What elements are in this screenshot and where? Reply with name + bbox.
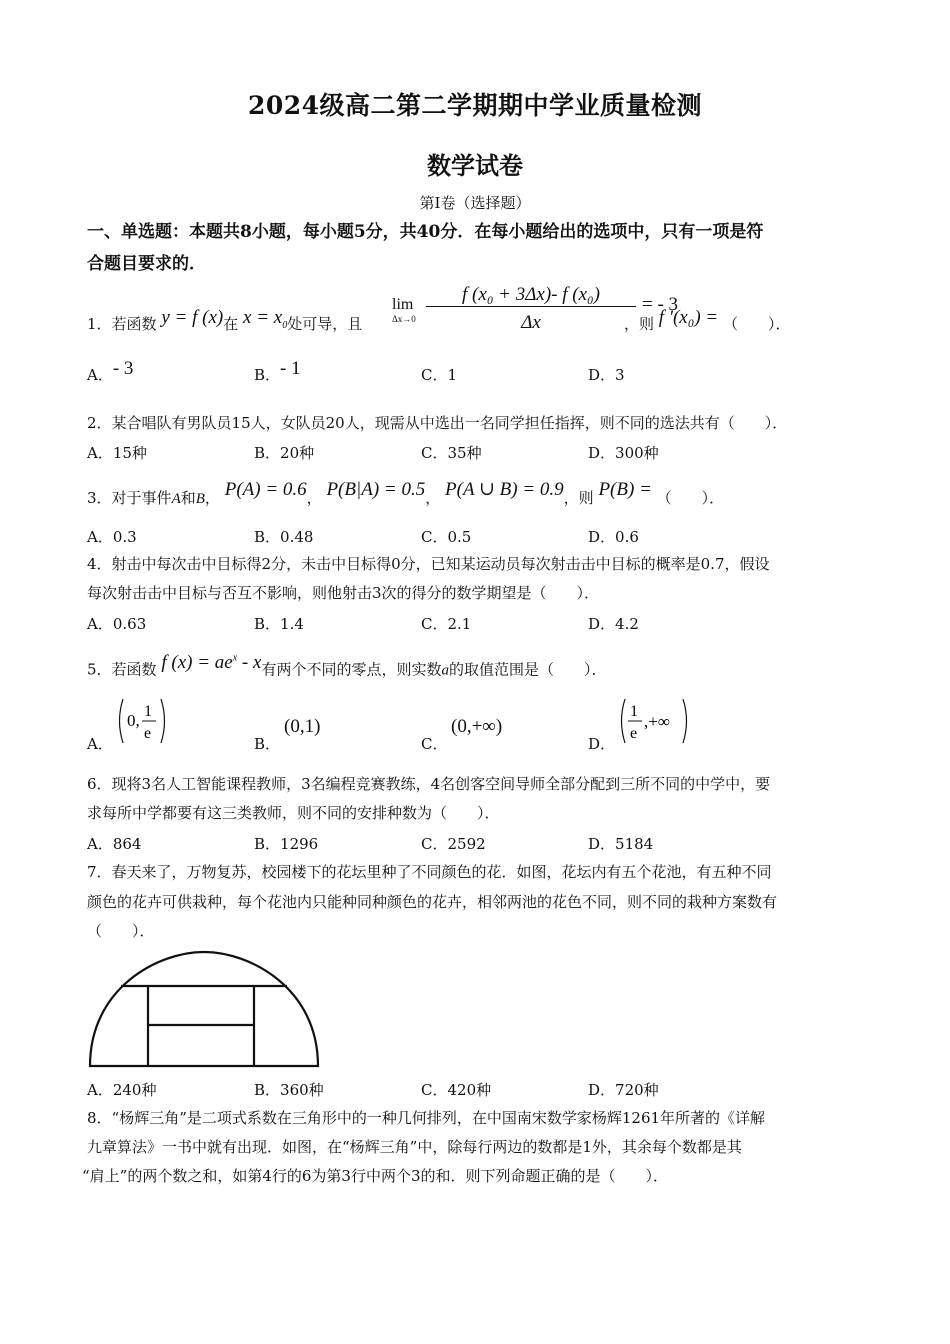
q3-option-b[interactable]: B．0.48 — [254, 528, 314, 546]
question-4-line2: 每次射击击中目标与否互不影响，则他射击3次的得分的数学期望是（ ）． — [87, 584, 600, 602]
q7-option-c[interactable]: C．420种 — [421, 1081, 492, 1099]
q6-option-a[interactable]: A．864 — [87, 835, 142, 853]
q5-option-c-label[interactable]: C． — [421, 735, 448, 753]
q7-option-d[interactable]: D．720种 — [588, 1081, 659, 1099]
svg-text:1: 1 — [630, 703, 638, 720]
section-heading-line1: 一、单选题：本题共8小题，每小题5分，共40分．在每小题给出的选项中，只有一项是符 — [87, 222, 764, 242]
q5-option-b-label[interactable]: B． — [254, 735, 281, 753]
q2-option-a[interactable]: A．15种 — [87, 444, 147, 462]
question-2: 2．某合唱队有男队员15人，女队员20人，现需从中选出一名同学担任指挥，则不同的选法共有（ ）． — [87, 414, 788, 432]
q7-option-b[interactable]: B．360种 — [254, 1081, 324, 1099]
q6-option-b[interactable]: B．1296 — [254, 835, 319, 853]
flower-bed-figure — [88, 948, 320, 1072]
question-8-line3: “肩上”的两个数之和，如第4行的6为第3行中两个3的和．则下列命题正确的是（ ）． — [82, 1167, 669, 1185]
svg-text:,+∞: ,+∞ — [644, 712, 670, 731]
question-7-line1: 7．春天来了，万物复苏，校园楼下的花坛里种了不同颜色的花．如图，花坛内有五个花池，有五种不同 — [87, 863, 772, 881]
question-1: 1．若函数 y = f (x)在 $x = x_0$处可导，且 — [87, 307, 363, 333]
question-6-line2: 求每所中学都要有这三类教师，则不同的安排种数为（ ）． — [87, 804, 500, 822]
question-7-line2: 颜色的花卉可供栽种，每个花池内只能种同种颜色的花卉，相邻两池的花色不同，则不同的栽种方案数有 — [87, 893, 778, 911]
q2-option-d[interactable]: D．300种 — [588, 444, 659, 462]
q2-option-c[interactable]: C．35种 — [421, 444, 482, 462]
q5-option-d-interval[interactable] — [618, 696, 690, 750]
exam-subtitle: 数学试卷 — [427, 151, 523, 180]
svg-text:0,: 0, — [127, 711, 140, 730]
q3-option-a[interactable]: A．0.3 — [87, 528, 137, 546]
q5-option-a-interval[interactable] — [116, 696, 168, 750]
section-heading-line2: 合题目要求的． — [87, 254, 206, 274]
volume-label: 第Ⅰ卷（选择题） — [419, 194, 531, 212]
question-8-line1: 8．“杨辉三角”是二项式系数在三角形中的一种几何排列，在中国南宋数学家杨辉1261年所著的《详解 — [87, 1109, 766, 1127]
q1-option-b[interactable]: B．- 1 — [254, 358, 301, 384]
q2-option-b[interactable]: B．20种 — [254, 444, 315, 462]
question-6-line1: 6．现将3名人工智能课程教师，3名编程竞赛教练，4名创客空间导师全部分配到三所不同的中学中，要 — [87, 775, 771, 793]
exam-title: 2024级高二第二学期期中学业质量检测 — [247, 91, 703, 120]
q5-option-b-interval[interactable]: (0,1) — [284, 716, 321, 737]
q4-option-d[interactable]: D．4.2 — [588, 615, 639, 633]
question-5: 5．若函数 f $(x) = ae^x - x$有两个不同的零点，则实数a的取值范围是（ ）． — [87, 652, 607, 679]
q6-option-d[interactable]: D．5184 — [588, 835, 654, 853]
question-4-line1: 4．射击中每次击中目标得2分，未击中目标得0分，已知某运动员每次射击击中目标的概率是0.7，假设 — [87, 555, 770, 573]
q6-option-c[interactable]: C．2592 — [421, 835, 486, 853]
question-3: 3．对于事件A和B， P(A) = 0.6， P(B|A) = 0.5， P(A ∪ B) = 0.9，则 P(B) = （ ）． — [87, 479, 725, 507]
question-1-tail: ，则 f ′(x₀) = （ ）． — [624, 307, 791, 333]
question-7-line3: （ ）． — [87, 922, 155, 940]
q3-option-d[interactable]: D．0.6 — [588, 528, 639, 546]
q5-option-a-label[interactable]: A． — [87, 735, 113, 753]
q4-option-c[interactable]: C．2.1 — [421, 615, 472, 633]
q1-option-c[interactable]: C．1 — [421, 366, 458, 384]
q4-option-a[interactable]: A．0.63 — [87, 615, 147, 633]
q1-option-d[interactable]: D．3 — [588, 366, 625, 384]
q4-option-b[interactable]: B．1.4 — [254, 615, 304, 633]
question-8-line2: 九章算法》一书中就有出现．如图，在“杨辉三角”中，除每行两边的数都是1外，其余每个数都是其 — [87, 1138, 742, 1156]
q3-option-c[interactable]: C．0.5 — [421, 528, 472, 546]
exam-page: 2024级高二第二学期期中学业质量检测 数学试卷 第Ⅰ卷（选择题） 一、单选题：本题共8小题，每小题5分，共40分．在每小题给出的选项中，只有一项是符 合题目要求的． 1．若函数 y = f (x)在 $x = x_0$处可导，且 lim Δx→0 f (x₀ + 3Δx)- f (x₀) Δx = - 3 ，则 f ′(x₀) = （ ）． A．- 3 B．- 1 C．1 D．3 2．某合唱队有男队员15人，女队员20人，现需从中选出一名同学担任指挥，则不同的选法共有（ ）． A．15种 B．20种 C．35种 D．300种 3．对于事件A和B， P(A) = 0.6， P(B|A) = 0.5， P(A ∪ B) = 0.9，则 P(B) = （ ）． A．0.3 B．0.48 C．0.5 D．0.6 4．射击中每次击中目标得2分，未击中目标得0分，已知某运动员每次射击击中目标的概率是0.7，假设 每次射击击中目标与否互不影响，则他射击3次的得分的数学期望是（ ）． A．0.63 B．1.4 C．2.1 D．4.2 5．若函数 f $(x) = ae^x - x$有两个不同的零点，则实数a的取值范围是（ ）． A． 0, 1 e B． (0,1) C． (0,+∞) D． 1 e ,+∞ 6．现将3名人工智能课程教师，3名编程竞赛教练，4名创客空间导师全部分配到三所不同的中学中，要 求每所中学都要有这三类教师，则不同的安排种数为（ ）． A．864 B．1296 C．2592 D．5184 7．春天来了，万物复苏，校园楼下的花坛里种了不同颜色的花．如图，花坛内有五个花池，有五种不同 颜色的花卉可供栽种，每个花池内只能种同种颜色的花卉，相邻两池的花色不同，则不同的栽种方案数有 （ ）． A．240种 B．360种 C．420种 D．720种 8．“杨辉三角”是二项式系数在三角形中的一种几何排列，在中国南宋数学家杨辉1261年所著的《详解 九章算法》一书中就有出现．如图，在“杨辉三角”中，除每行两边的数都是1外，其余每个数都是其 “肩上”的两个数之和，如第4行的6为第3行中两个3的和．则下列命题正确的是（ ）． — [0, 0, 950, 1344]
svg-text:e: e — [144, 725, 152, 742]
svg-text:e: e — [630, 725, 638, 742]
q5-option-d-label[interactable]: D． — [588, 735, 616, 753]
q7-option-a[interactable]: A．240种 — [87, 1081, 157, 1099]
q1-option-a[interactable]: A．- 3 — [87, 358, 134, 384]
svg-text:1: 1 — [144, 703, 152, 720]
q5-option-c-interval[interactable]: (0,+∞) — [451, 716, 503, 737]
